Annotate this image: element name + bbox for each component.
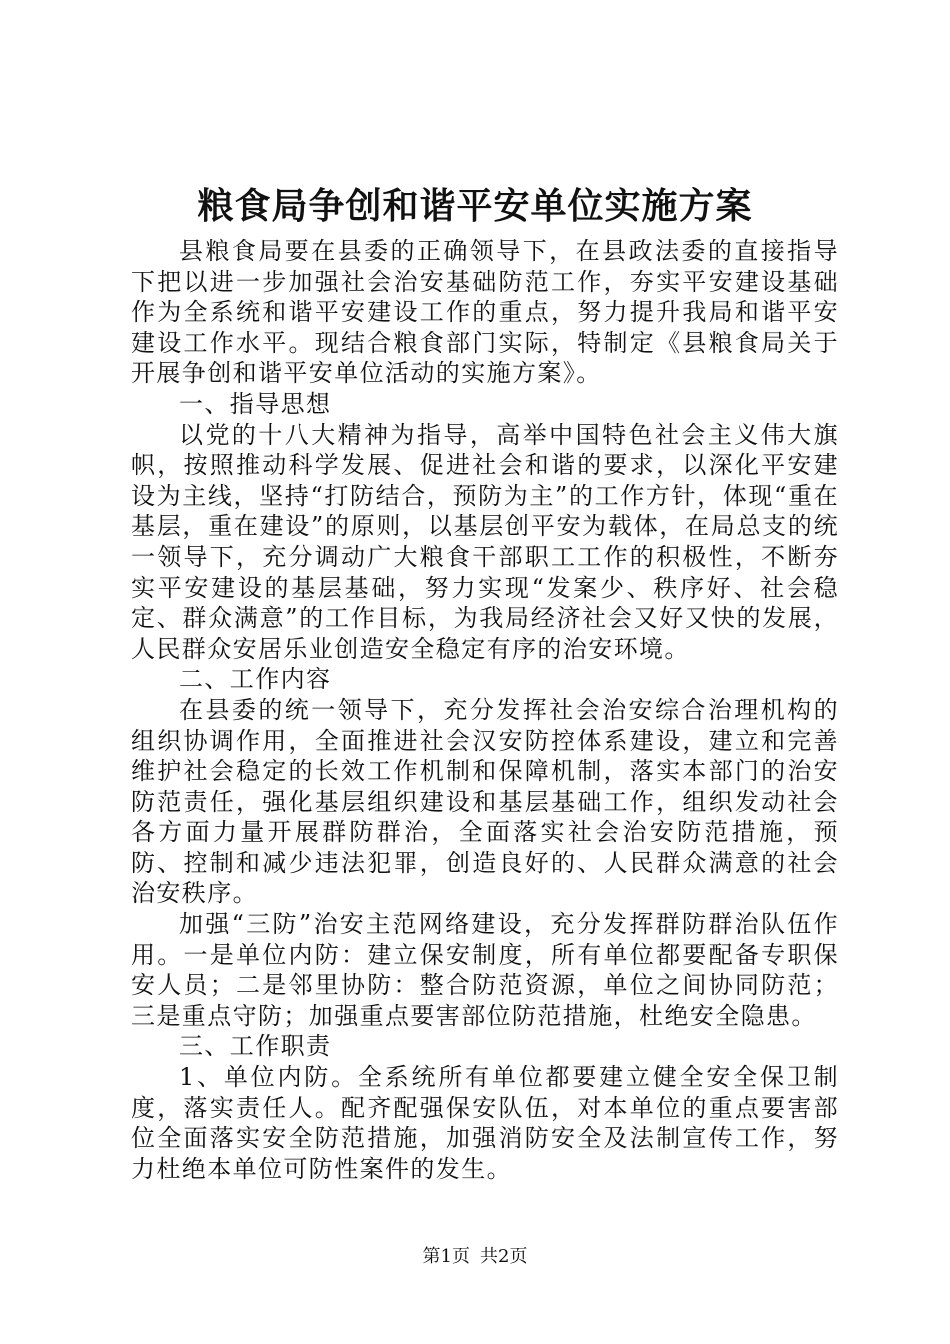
- section-heading-work-duties: 三、工作职责: [179, 1032, 332, 1061]
- section-heading-guiding-ideology: 一、指导思想: [179, 389, 332, 418]
- document-body: [131, 236, 839, 1184]
- three-defenses-paragraph: 加强“三防”治安主范网络建设，充分发挥群防群治队伍作用。一是单位内防：建立保安制度，所有单位都要配备专职保安人员；二是邻里协防：整合防范资源，单位之间协同防范；三是重点守防；加强重点要害部位防范措施，杜绝安全隐患。: [131, 910, 839, 1030]
- page-footer: [0, 1245, 950, 1269]
- unit-internal-defense-paragraph: 1、单位内防。全系统所有单位都要建立健全安全保卫制度，落实责任人。配齐配强保安队伍，对本单位的重点要害部位全面落实安全防范措施，加强消防安全及法制宣传工作，努力杜绝本单位可防性案件的发生。: [131, 1063, 839, 1183]
- document-title: 粮食局争创和谐平安单位实施方案: [197, 185, 753, 227]
- guiding-ideology-paragraph: 以党的十八大精神为指导，高举中国特色社会主义伟大旗帜，按照推动科学发展、促进社会和谐的要求，以深化平安建设为主线，坚持“打防结合，预防为主”的工作方针，体现“重在基层，重在建设”的原则，以基层创平安为载体，在局总支的统一领导下，充分调动广大粮食干部职工工作的积极性，不断夯实平安建设的基层基础，努力实现“发案少、秩序好、社会稳定、群众满意”的工作目标，为我局经济社会又好又快的发展，人民群众安居乐业创造安全稳定有序的治安环境。: [131, 420, 839, 663]
- work-content-paragraph: 在县委的统一领导下，充分发挥社会治安综合治理机构的组织协调作用，全面推进社会汉安防控体系建设，建立和完善维护社会稳定的长效工作机制和保障机制，落实本部门的治安防范责任，强化基层组织建设和基层基础工作，组织发动社会各方面力量开展群防群治，全面落实社会治安防范措施，预防、控制和减少违法犯罪，创造良好的、人民群众满意的社会治安秩序。: [131, 695, 839, 908]
- page-total: 共2页: [480, 1246, 528, 1267]
- page-number: 第1页: [422, 1246, 470, 1267]
- intro-paragraph: 县粮食局要在县委的正确领导下，在县政法委的直接指导下把以进一步加强社会治安基础防范工作，夯实平安建设基础作为全系统和谐平安建设工作的重点，努力提升我局和谐平安建设工作水平。现结合粮食部门实际，特制定《县粮食局关于开展争创和谐平安单位活动的实施方案》。: [131, 237, 839, 388]
- section-heading-work-content: 二、工作内容: [179, 665, 332, 694]
